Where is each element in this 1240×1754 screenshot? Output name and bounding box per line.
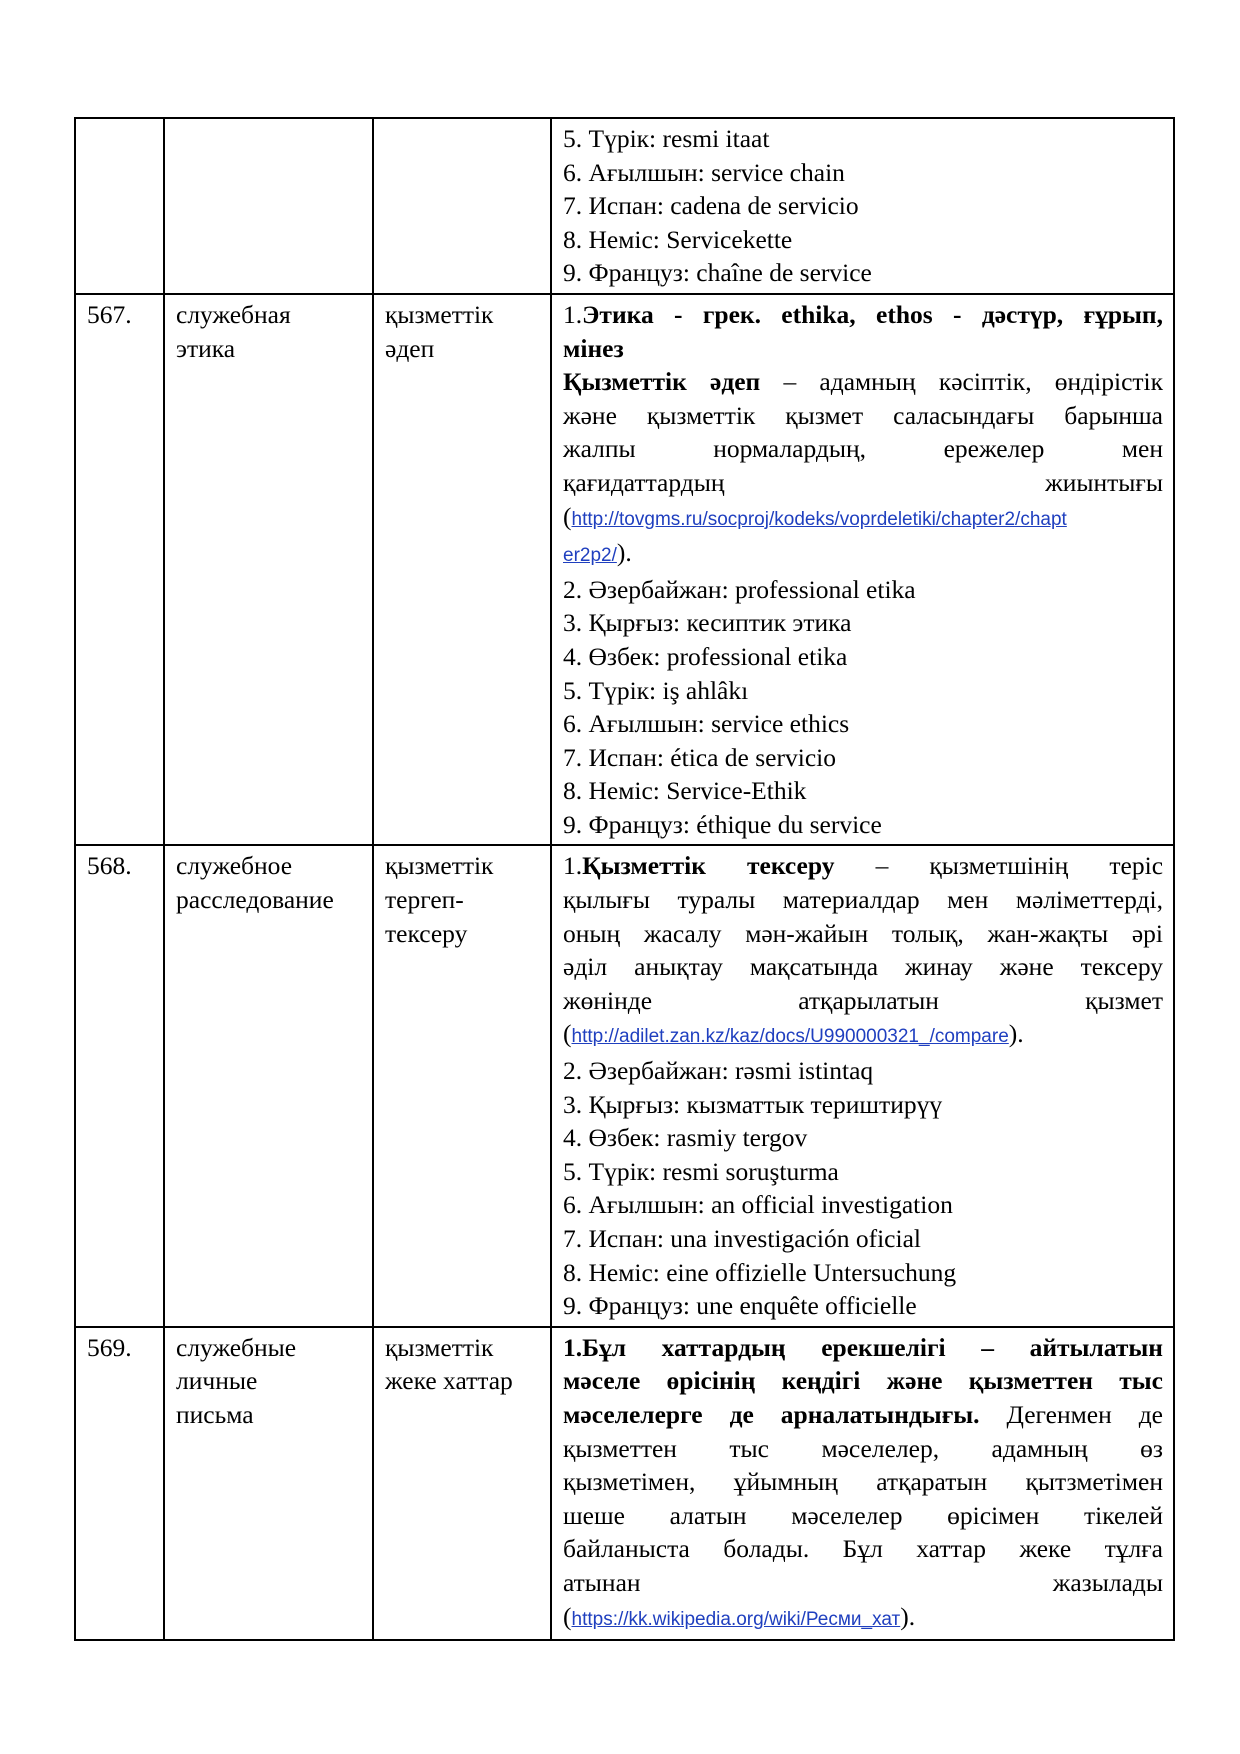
definition-line: 1.Қызметтік тексеру – қызметшінің теріс — [563, 851, 1164, 881]
table-row — [75, 1327, 1174, 1640]
table-row — [75, 118, 1174, 294]
russian-term-line: служебная — [176, 299, 291, 329]
source-reference: (http://tovgms.ru/socproj/kodeks/voprdeletiki/chapter2/chapt — [563, 501, 1067, 531]
kazakh-term-cell — [373, 294, 551, 846]
defined-term: Қызметтік әдеп — [563, 367, 761, 397]
definition-line: мәселе өрісінің кеңдігі және қызметтен тыс — [563, 1366, 1163, 1396]
translation-line: 9. Француз: chaîne de service — [563, 258, 872, 288]
definition-line: 1.Бұл хаттардың ерекшелігі – айтылатын — [563, 1332, 1163, 1362]
russian-term-cell — [164, 294, 373, 846]
source-reference: (https://kk.wikipedia.org/wiki/Ресми_хат). — [563, 1601, 916, 1631]
definition-line: жалпы нормалардың, ережелер мен — [563, 434, 1163, 464]
entry-number-cell — [75, 118, 164, 294]
russian-term-line: расследование — [176, 885, 334, 915]
translation-line: 6. Ағылшын: service ethics — [563, 709, 850, 739]
source-reference: (http://adilet.zan.kz/kaz/docs/U990000321_/compare). — [563, 1019, 1024, 1049]
kazakh-term-cell — [373, 1327, 551, 1640]
table-row — [75, 845, 1174, 1326]
kazakh-term-cell — [373, 845, 551, 1326]
translation-line: 7. Испан: ética de servicio — [563, 742, 836, 772]
etymology-text: Этика - грек. ethika, ethos - дәстүр, ғұрып, — [582, 299, 1163, 329]
translation-line: 2. Әзербайжан: rəsmi istintaq — [563, 1056, 874, 1086]
translation-line: 9. Француз: une enquête officielle — [563, 1291, 917, 1321]
definition-line: қызметімен, ұйымның атқаратын қытзметімен — [563, 1467, 1163, 1497]
definition-line: мәселелерге де арналатындығы. Дегенмен де — [563, 1399, 1163, 1429]
entry-number-cell — [75, 294, 164, 846]
russian-term-line: письма — [176, 1399, 254, 1429]
translation-line: 5. Түрік: resmi itaat — [563, 124, 770, 153]
russian-term-line: личные — [176, 1366, 258, 1396]
etymology-line — [563, 298, 1163, 332]
entry-number-cell — [75, 845, 164, 1326]
translation-line: 3. Қырғыз: кызматтык териштирүү — [563, 1089, 943, 1119]
definition-line: оның жасалу мән-жайын толық, жан-жақты әрі — [563, 918, 1163, 948]
kazakh-term-line: қызметтік — [385, 1332, 494, 1362]
translation-line: 7. Испан: cadena de servicio — [563, 191, 859, 221]
source-link[interactable]: http://adilet.zan.kz/kaz/docs/U990000321_/compare — [571, 1026, 1009, 1048]
source-link[interactable]: https://kk.wikipedia.org/wiki/Ресми_хат — [571, 1608, 901, 1630]
definition-line: шеше алатын мәселелер өрісімен тікелей — [563, 1500, 1163, 1530]
kazakh-term-line: қызметтік — [385, 851, 494, 881]
russian-term-line: служебное — [176, 851, 293, 881]
source-reference: er2p2/). — [563, 538, 632, 568]
russian-term-cell — [164, 118, 373, 294]
entry-number: 569. — [87, 1332, 132, 1362]
definition-line: қылығы туралы материалдар мен мәліметтерді, — [563, 885, 1163, 915]
kazakh-term-line: тексеру — [385, 918, 468, 948]
translation-line: 3. Қырғыз: кесиптик этика — [563, 608, 852, 638]
defined-term: Қызметтік тексеру — [582, 851, 835, 881]
definition-number: 1. — [563, 299, 583, 329]
entry-number: 567. — [87, 299, 132, 329]
definition-cell — [551, 294, 1174, 846]
definition-cell — [551, 845, 1174, 1326]
kazakh-term-line: әдеп — [385, 333, 435, 363]
kazakh-term-line: қызметтік — [385, 299, 494, 329]
source-link[interactable]: er2p2/ — [563, 545, 617, 567]
russian-term-line: служебные — [176, 1332, 297, 1362]
translation-line: 2. Әзербайжан: professional etika — [563, 574, 916, 604]
translation-line: 9. Француз: éthique du service — [563, 809, 882, 839]
definition-line: атынан жазылады — [563, 1567, 1163, 1597]
russian-term-cell — [164, 845, 373, 1326]
definition-cell — [551, 1327, 1174, 1640]
translation-line: 5. Түрік: resmi soruşturma — [563, 1156, 839, 1186]
kazakh-term-line: жеке хаттар — [385, 1366, 513, 1396]
translation-line: 6. Ағылшын: an official investigation — [563, 1190, 953, 1220]
entry-number: 568. — [87, 851, 132, 881]
source-link[interactable]: http://tovgms.ru/socproj/kodeks/voprdeletiki/chapter2/chapt — [571, 508, 1067, 530]
translation-line: 4. Өзбек: rasmiy tergov — [563, 1123, 808, 1153]
kazakh-term-line: тергеп- — [385, 885, 464, 915]
etymology-text: мінез — [563, 333, 624, 363]
translation-line: 8. Неміс: eine offizielle Untersuchung — [563, 1257, 957, 1287]
translation-line: 7. Испан: una investigación oficial — [563, 1224, 921, 1253]
etymology-line — [563, 332, 1163, 366]
translation-line: 4. Өзбек: professional etika — [563, 641, 848, 671]
translation-line: 8. Неміс: Servicekette — [563, 224, 793, 254]
definition-line: қызметтен тыс мәселелер, адамның өз — [563, 1433, 1163, 1463]
translation-line: 5. Түрік: iş ahlâkı — [563, 675, 749, 705]
russian-term-cell — [164, 1327, 373, 1640]
definition-line: әділ анықтау мақсатында жинау және тексеру — [563, 952, 1163, 982]
definition-line: қағидаттардың жиынтығы — [563, 467, 1163, 497]
definition-line: жөнінде атқарылатын қызмет — [563, 985, 1163, 1015]
definition-line: байланыста болады. Бұл хаттар жеке тұлға — [563, 1534, 1163, 1564]
definition-line: және қызметтік қызмет саласындағы барынша — [563, 400, 1163, 430]
definition-line: Қызметтік әдеп – адамның кәсіптік, өндірістік — [563, 367, 1164, 397]
translation-line: 8. Неміс: Service-Ethik — [563, 776, 807, 806]
definition-number: 1. — [563, 851, 583, 881]
table-row — [75, 294, 1174, 846]
russian-term-line: этика — [176, 333, 236, 363]
definition-cell — [551, 118, 1174, 294]
translation-line: 6. Ағылшын: service chain — [563, 157, 845, 187]
glossary-table — [74, 117, 1175, 1641]
entry-number-cell — [75, 1327, 164, 1640]
kazakh-term-cell — [373, 118, 551, 294]
